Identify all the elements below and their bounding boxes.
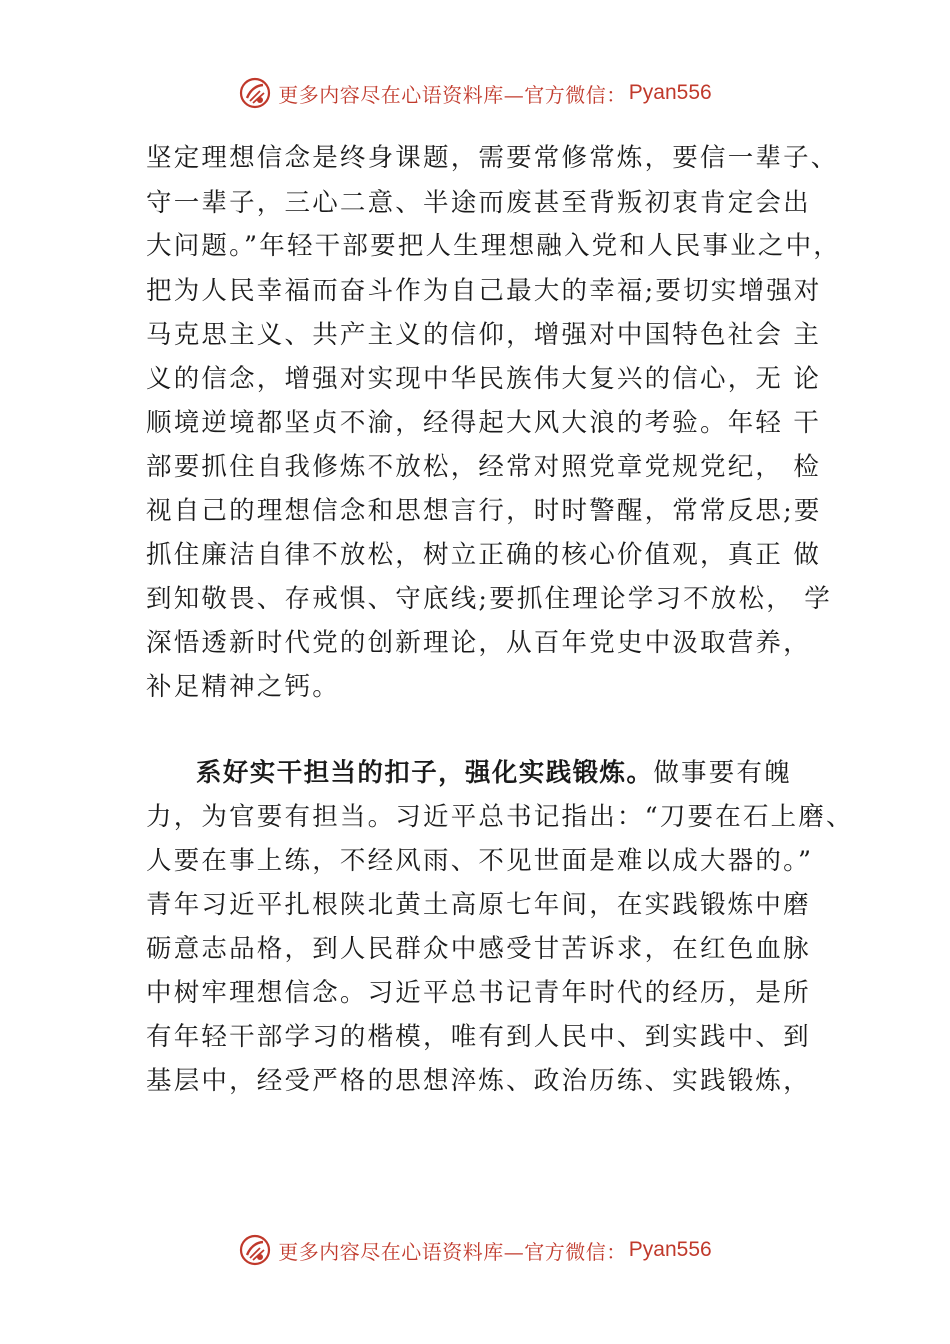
text-line: 基层中，经受严格的思想淬炼、政治历练、实践锻炼，: [146, 1066, 811, 1096]
text-line: 视自己的理想信念和思想言行，时时警醒，常常反思;要: [146, 496, 822, 526]
seal-logo-icon: [238, 76, 272, 110]
banner-wechat-id: Pyan556: [628, 1238, 712, 1261]
text-line: 守一辈子，三心二意、半途而废甚至背叛初衷肯定会出: [146, 188, 811, 218]
text-line: 部要抓住自我修炼不放松，经常对照党章党规党纪， 检: [146, 452, 822, 482]
text-line: 把为人民幸福而奋斗作为自己最大的幸福;要切实增强对: [146, 276, 822, 306]
text-line: 人要在事上练，不经风雨、不见世面是难以成大器的。”: [146, 846, 814, 876]
text-span: 做事要有魄: [653, 758, 792, 788]
text-line: 青年习近平扎根陕北黄土高原七年间，在实践锻炼中磨: [146, 890, 811, 920]
text-line: 到知敬畏、存戒惧、守底线;要抓住理论学习不放松， 学: [146, 584, 832, 614]
text-line: 义的信念，增强对实现中华民族伟大复兴的信心，无 论: [146, 364, 822, 394]
text-line: 大问题。”年轻干部要把人生理想融入党和人民事业之中，: [146, 231, 841, 261]
text-line: 有年轻干部学习的楷模，唯有到人民中、到实践中、到: [146, 1022, 811, 1052]
text-line: 坚定理想信念是终身课题，需要常修常炼，要信一辈子、: [146, 143, 839, 173]
text-line: 补足精神之钙。: [146, 672, 340, 702]
banner-wechat-id: Pyan556: [628, 81, 712, 104]
text-line: 抓住廉洁自律不放松，树立正确的核心价值观，真正 做: [146, 540, 822, 570]
footer-banner: [0, 1230, 950, 1270]
text-line: 马克思主义、共产主义的信仰，增强对中国特色社会 主: [146, 320, 822, 350]
seal-logo-icon: [238, 1233, 272, 1267]
text-line: 深悟透新时代党的创新理论，从百年党史中汲取营养，: [146, 628, 811, 658]
paragraph-heading: 系好实干担当的扣子，强化实践锻炼。: [196, 758, 654, 788]
text-line: 中树牢理想信念。习近平总书记青年时代的经历，是所: [146, 978, 811, 1008]
paragraph-2-first-line: [196, 757, 792, 789]
banner-text: 更多内容尽在心语资料库—官方微信：: [278, 1239, 627, 1264]
text-line: 顺境逆境都坚贞不渝，经得起大风大浪的考验。年轻 干: [146, 408, 822, 438]
banner-text: 更多内容尽在心语资料库—官方微信：: [278, 82, 627, 107]
header-banner: [0, 73, 950, 113]
text-line: 砺意志品格，到人民群众中感受甘苦诉求，在红色血脉: [146, 934, 811, 964]
text-line: 力，为官要有担当。习近平总书记指出：“刀要在石上磨、: [146, 802, 854, 832]
